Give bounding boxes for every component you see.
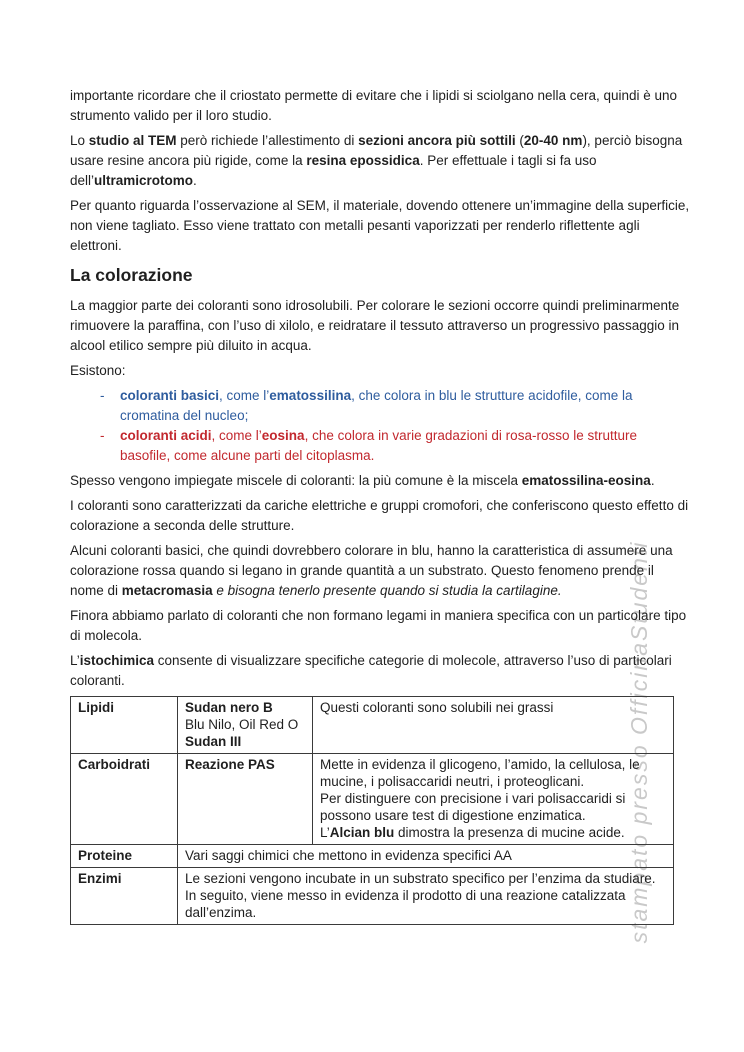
text-run: I coloranti sono caratterizzati da cariche elettriche e gruppi cromofori, che conferiscono questo effetto di colorazione a seconda delle strutture. xyxy=(70,498,689,533)
text-run: eosina xyxy=(261,428,305,443)
text-run: , come l’ xyxy=(219,388,270,403)
text-run: consente di visualizzare specifiche categorie di molecole, attraverso l’uso di particolari coloranti. xyxy=(70,653,672,688)
text-run: istochimica xyxy=(79,653,155,668)
text-run: Reazione PAS xyxy=(185,757,275,772)
text-run: La maggior parte dei coloranti sono idrosolubili. Per colorare le sezioni occorre quindi preliminarmente rimuovere la paraffina, con l’uso di xilolo, e reidratare il tessuto attraverso un progressivo passaggio in alcool etilico sempre più diluito in acqua. xyxy=(70,298,680,353)
list-item-basic-dyes xyxy=(100,386,690,426)
table-cell-category xyxy=(71,845,178,868)
text-run: dimostra la presenza di mucine acide. xyxy=(394,825,625,840)
table-row-carboidrati xyxy=(71,754,674,845)
text-run: Vari saggi chimici che mettono in evidenza specifici AA xyxy=(185,848,512,863)
table-cell-category xyxy=(71,697,178,754)
text-run: Esistono: xyxy=(70,363,126,378)
text-run: Sudan nero B xyxy=(185,700,273,715)
text-run: coloranti acidi xyxy=(120,428,212,443)
text-run: Alcuni coloranti basici, che quindi dovrebbero colorare in blu, hanno la caratteristica di assumere una colorazione rossa quando si legano in grande quantità a un substrato. Questo fenomeno prende il nome di xyxy=(70,543,673,598)
dye-types-list xyxy=(70,386,690,466)
list-item-text xyxy=(120,386,690,426)
table-cell-category xyxy=(71,868,178,925)
text-run: resina epossidica xyxy=(306,153,420,168)
text-run: Proteine xyxy=(78,848,133,863)
text-run: ematossilina-eosina xyxy=(521,473,651,488)
text-run: Carboidrati xyxy=(78,757,151,772)
text-run: 20-40 nm xyxy=(523,133,583,148)
text-run: ematossilina xyxy=(269,388,352,403)
text-run: Lo xyxy=(70,133,89,148)
paragraph-istochimica xyxy=(70,651,690,691)
paragraph-tem-study xyxy=(70,131,690,191)
text-run: importante ricordare che il criostato permette di evitare che i lipidi si sciolgano nella cera, quindi è uno strumento valido per il loro studio. xyxy=(70,88,678,123)
paragraph-esistono xyxy=(70,361,690,381)
histochemistry-table xyxy=(70,696,674,925)
text-run: , che colora in varie gradazioni di rosa-rosso le strutture basofile, come alcune parti del citoplasma. xyxy=(120,428,637,463)
list-item-acid-dyes xyxy=(100,426,690,466)
table-cell-description xyxy=(178,845,674,868)
paragraph-finora xyxy=(70,606,690,646)
text-run: ( xyxy=(515,133,524,148)
text-run: L’ xyxy=(320,825,330,840)
text-run: . xyxy=(650,473,655,488)
table-cell-stain xyxy=(178,754,313,845)
paragraph-miscele xyxy=(70,471,690,491)
text-run: Questi coloranti sono solubili nei grassi xyxy=(320,700,554,715)
text-run: . xyxy=(193,173,197,188)
paragraph-metacromasia xyxy=(70,541,690,601)
text-run: Le sezioni vengono incubate in un substrato specifico per l’enzima da studiare. In seguito, viene messo in evidenza il prodotto di una reazione catalizzata dall’enzima. xyxy=(185,871,656,920)
text-run: ), perciò bisogna usare resine ancora più rigide, come la xyxy=(70,133,683,168)
watermark-text: stampato presso OfficinaStudenti xyxy=(626,540,652,944)
text-run: sezioni ancora più sottili xyxy=(358,133,516,148)
text-run: e bisogna tenerlo presente quando si studia la cartilagine. xyxy=(216,583,562,598)
bullet-dash: - xyxy=(100,388,105,403)
text-run: Sudan III xyxy=(185,734,242,749)
text-run: ultramicrotomo xyxy=(94,173,194,188)
text-run: Finora abbiamo parlato di coloranti che non formano legami in maniera specifica con un particolare tipo di molecola. xyxy=(70,608,687,643)
text-run: L’ xyxy=(70,653,80,668)
table-row-lipidi xyxy=(71,697,674,754)
document-content xyxy=(70,86,690,925)
paragraph-cariche xyxy=(70,496,690,536)
list-item-text xyxy=(120,426,690,466)
paragraph-cryostat xyxy=(70,86,690,126)
text-run: , che colora in blu le strutture acidofile, come la cromatina del nucleo; xyxy=(120,388,633,423)
table-cell-stain xyxy=(178,697,313,754)
text-run: Blu Nilo, Oil Red O xyxy=(185,717,299,732)
text-run: . Per effettuale i tagli si fa uso dell’ xyxy=(70,153,597,188)
table-cell-description xyxy=(313,697,674,754)
table-row-proteine xyxy=(71,845,674,868)
text-run: Mette in evidenza il glicogeno, l’amido, la cellulosa, le mucine, i polisaccaridi neutri, i proteoglicani. xyxy=(320,757,640,789)
bullet-dash: - xyxy=(100,428,105,443)
text-run: però richiede l’allestimento di xyxy=(176,133,359,148)
text-run: Per quanto riguarda l’osservazione al SEM, il materiale, dovendo ottenere un’immagine della superficie, non viene tagliato. Esso viene trattato con metalli pesanti vaporizzati per renderlo riflettente agli elettroni. xyxy=(70,198,690,253)
text-run: , come l’ xyxy=(211,428,262,443)
text-run: studio al TEM xyxy=(88,133,177,148)
text-run: coloranti basici xyxy=(120,388,220,403)
text-run: Lipidi xyxy=(78,700,114,715)
table-row-enzimi xyxy=(71,868,674,925)
text-run: Per distinguere con precisione i vari polisaccaridi si possono usare test di digestione enzimatica. xyxy=(320,791,626,823)
section-heading-colorazione: La colorazione xyxy=(70,265,193,285)
text-run: Spesso vengono impiegate miscele di coloranti: la più comune è la miscela xyxy=(70,473,522,488)
text-run: metacromasia xyxy=(121,583,213,598)
text-run: Enzimi xyxy=(78,871,122,886)
table-cell-category xyxy=(71,754,178,845)
paragraph-idrosolubili xyxy=(70,296,690,356)
table-cell-description xyxy=(178,868,674,925)
table-cell-description xyxy=(313,754,674,845)
paragraph-sem-observation xyxy=(70,196,690,256)
text-run: Alcian blu xyxy=(329,825,395,840)
